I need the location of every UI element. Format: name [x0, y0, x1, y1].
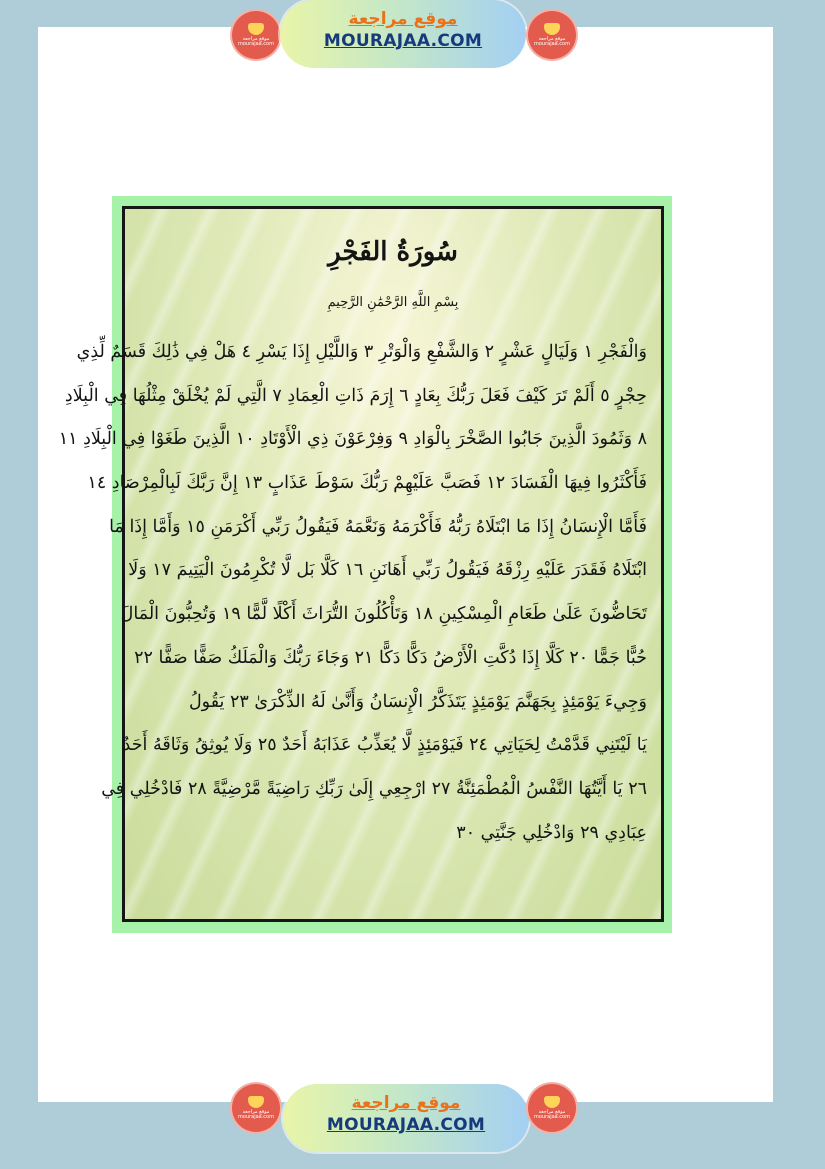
verse-line: وَالْفَجْرِ ١ وَلَيَالٍ عَشْرٍ ٢ وَالشَّفْعِ وَالْوَتْرِ ٣ وَاللَّيْلِ إِذَا يَسْرِ ٤ هَلْ فِي ذَٰلِكَ قَسَمٌ لِّذِي	[76, 342, 647, 362]
verse-line: حُبًّا جَمًّا ٢٠ كَلَّا إِذَا دُكَّتِ الْأَرْضُ دَكًّا دَكًّا ٢١ وَجَاءَ رَبُّكَ وَالْمَلَكُ صَفًّا صَفًّا ٢٢	[134, 647, 647, 668]
verse-line: تَحَاضُّونَ عَلَىٰ طَعَامِ الْمِسْكِينِ ١٨ وَتَأْكُلُونَ التُّرَاثَ أَكْلًا لَّمًّا ١٩ وَتُحِبُّونَ الْمَالَ	[120, 604, 647, 625]
logo-text-ar: موقع مراجعة	[242, 36, 270, 42]
verse-line: فَأَكْثَرُوا فِيهَا الْفَسَادَ ١٢ فَصَبَّ عَلَيْهِمْ رَبُّكَ سَوْطَ عَذَابٍ ١٣ إِنَّ رَبَّكَ لَبِالْمِرْصَادِ ١٤	[87, 473, 647, 494]
surah-title: سُورَةُ الفَجْرِ	[328, 237, 458, 267]
verse-line: وَجِيءَ يَوْمَئِذٍ بِجَهَنَّمَ يَوْمَئِذٍ يَتَذَكَّرُ الْإِنسَانُ وَأَنَّىٰ لَهُ الذِّكْرَىٰ ٢٣ يَقُولُ	[188, 691, 647, 712]
logo-text-en: mourajaa.com	[533, 41, 570, 47]
verse-line: ٨ وَثَمُودَ الَّذِينَ جَابُوا الصَّخْرَ بِالْوَادِ ٩ وَفِرْعَوْنَ ذِي الْأَوْتَادِ ١٠ الَّذِينَ طَغَوْا فِي الْبِلَادِ ١١	[58, 429, 647, 450]
verse-line: ابْتَلَاهُ فَقَدَرَ عَلَيْهِ رِزْقَهُ فَيَقُولُ رَبِّي أَهَانَنِ ١٦ كَلَّا بَل لَّا تُكْرِمُونَ الْيَتِيمَ ١٧ وَلَا	[128, 560, 647, 581]
verse-line: ٢٦ يَا أَيَّتُهَا النَّفْسُ الْمُطْمَئِنَّةُ ٢٧ ارْجِعِي إِلَىٰ رَبِّكِ رَاضِيَةً مَّرْضِيَّةً ٢٨ فَادْخُلِي فِي	[101, 778, 647, 799]
site-logo-right[interactable]	[528, 1084, 576, 1132]
verse-line: حِجْرٍ ٥ أَلَمْ تَرَ كَيْفَ فَعَلَ رَبُّكَ بِعَادٍ ٦ إِرَمَ ذَاتِ الْعِمَادِ ٧ الَّتِي لَمْ يُخْلَقْ مِثْلُهَا فِي الْبِلَادِ	[64, 385, 647, 406]
logo-book-icon	[544, 1096, 560, 1108]
surah-card	[58, 196, 672, 933]
verses-block	[58, 331, 647, 855]
logo-text-ar: موقع مراجعة	[242, 1109, 270, 1115]
header-site-name-ar[interactable]: موقع مراجعة	[348, 9, 458, 29]
verse-line: عِبَادِي ٢٩ وَادْخُلِي جَنَّتِي ٣٠	[456, 822, 647, 843]
logo-text-ar: موقع مراجعة	[538, 1109, 566, 1115]
footer-site-badge[interactable]	[283, 1084, 529, 1152]
logo-book-icon	[544, 23, 560, 35]
logo-text-en: mourajaa.com	[533, 1114, 570, 1120]
logo-text-en: mourajaa.com	[237, 1114, 274, 1120]
logo-book-icon	[248, 1096, 264, 1108]
site-logo-left[interactable]	[232, 11, 280, 59]
site-logo-left[interactable]	[232, 1084, 280, 1132]
footer-site-name-en[interactable]: MOURAJAA.COM	[326, 1115, 486, 1135]
verse-line: يَا لَيْتَنِي قَدَّمْتُ لِحَيَاتِي ٢٤ فَيَوْمَئِذٍ لَّا يُعَذِّبُ عَذَابَهُ أَحَدٌ ٢٥ وَلَا يُوثِقُ وَثَاقَهُ أَحَدٌ	[122, 735, 647, 756]
surah-frame	[58, 206, 664, 922]
header-site-badge[interactable]	[280, 0, 526, 68]
footer-site-name-ar[interactable]: موقع مراجعة	[351, 1093, 461, 1113]
header-site-name-en[interactable]: MOURAJAA.COM	[323, 31, 483, 51]
logo-text-en: mourajaa.com	[237, 41, 274, 47]
logo-book-icon	[248, 23, 264, 35]
site-logo-right[interactable]	[528, 11, 576, 59]
verse-line: فَأَمَّا الْإِنسَانُ إِذَا مَا ابْتَلَاهُ رَبُّهُ فَأَكْرَمَهُ وَنَعَّمَهُ فَيَقُولُ رَبِّي أَكْرَمَنِ ١٥ وَأَمَّا إِذَا مَا	[109, 516, 647, 537]
logo-text-ar: موقع مراجعة	[538, 36, 566, 42]
basmala: بِسْمِ اللَّهِ الرَّحْمَٰنِ الرَّحِيمِ	[327, 295, 459, 310]
